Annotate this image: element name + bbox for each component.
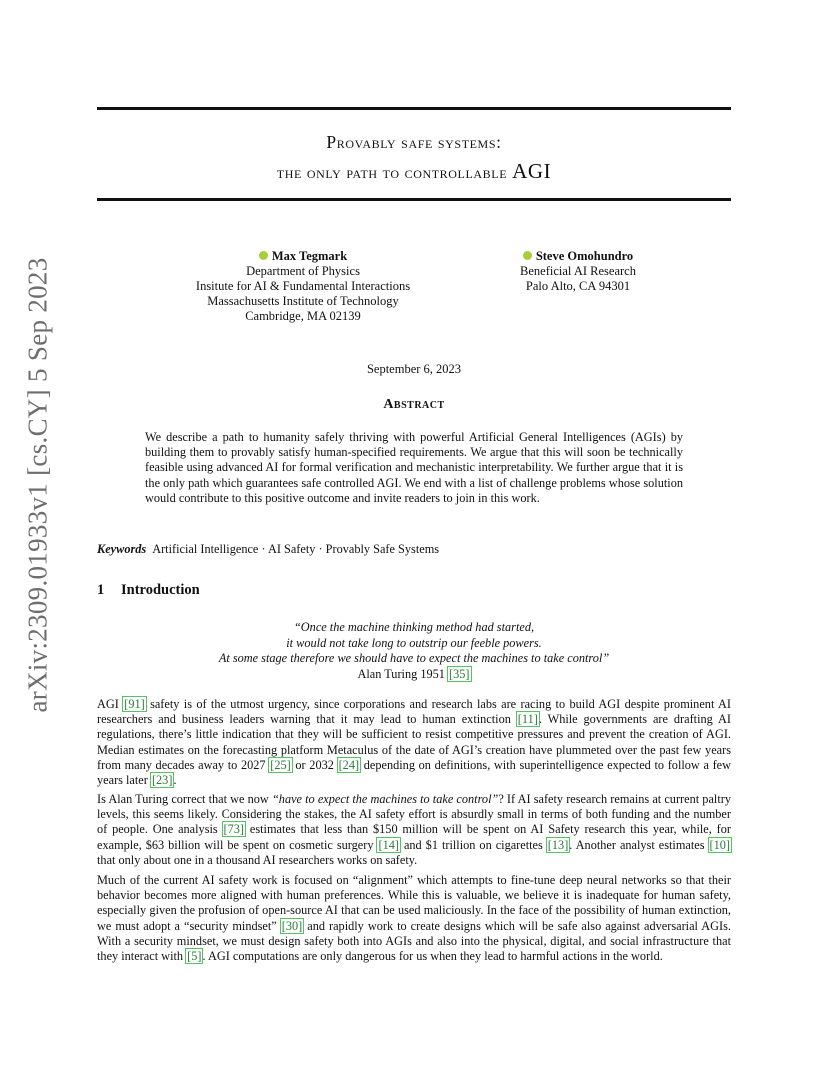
- author-block-omohundro: [494, 249, 662, 294]
- quote-attribution-text: Alan Turing 1951: [357, 666, 449, 681]
- orcid-icon[interactable]: [523, 251, 532, 260]
- paragraph-text: or 2032: [291, 757, 338, 772]
- publication-date: September 6, 2023: [366, 362, 462, 376]
- orcid-icon[interactable]: [259, 251, 268, 260]
- epigraph-quote: [97, 620, 731, 682]
- citation-link[interactable]: [13]: [547, 837, 569, 852]
- abstract-heading: Abstract: [383, 397, 445, 412]
- paragraph-text: . While governments are drafting AI regulations, there’s little indication that they will be sufficient to resist competitive pressures and prevent the creation of AGI. Median estimates on the forecasting platform Metaculus of the date of AGI’s creation have plummeted over the past few years from many decades away to 2027: [97, 712, 731, 772]
- paragraph-text: estimates that less than $150 million will be spent on AI Safety research this year, while, for example, $63 billion will be spent on cosmetic surgery: [97, 822, 731, 852]
- paragraph-text: .: [173, 773, 177, 788]
- title-line-2: [97, 157, 731, 187]
- paragraph-text: and rapidly work to create designs which will be safe also against adversarial AGIs. With a security mindset, we must design safety both into AGIs and also into the physical, digital, and social infrastructure that they interact with: [97, 918, 731, 964]
- citation-link[interactable]: [24]: [338, 757, 360, 772]
- title-agi: AGI: [512, 159, 552, 183]
- paragraph-text: Is Alan Turing correct that we now: [97, 792, 272, 806]
- paragraph-text: ? If AI safety research remains at current paltry levels, this seems likely. Considering the stakes, the AI safety effort is absurdly small in terms of both funding and the number of people. One analysis: [97, 792, 731, 837]
- citation-link[interactable]: [25]: [270, 757, 291, 772]
- citation-link[interactable]: [11]: [517, 712, 538, 727]
- quote-line: it would not take long to outstrip our feeble powers.: [286, 635, 542, 650]
- author-name: Max Tegmark: [271, 249, 348, 263]
- paragraph-text: that only about one in a thousand AI researchers works on safety.: [97, 852, 418, 867]
- citation-link[interactable]: [5]: [187, 949, 202, 964]
- author-affiliation: Insitute for AI & Fundamental Interactions: [195, 279, 411, 293]
- title-line-2-text: the only path to controllable: [276, 162, 513, 182]
- citation-link[interactable]: [91]: [124, 697, 145, 711]
- citation-link[interactable]: [14]: [378, 837, 399, 852]
- section-heading-introduction: [97, 582, 731, 599]
- author-name: Steve Omohundro: [535, 249, 634, 263]
- title-rule-top: [97, 107, 731, 110]
- keywords-text: Artificial Intelligence · AI Safety · Provably Safe Systems: [152, 542, 440, 556]
- keywords-label: Keywords: [97, 542, 147, 556]
- paragraph-text: Much of the current AI safety work is focused on “alignment” which attempts to fine-tune deep neural networks so that their behavior becomes more aligned with human preferences. While this is valuable, we believe it is inadequate for human safety, especially given the profusion of open-source AI that can be used maliciously. In the face of the possibility of human extinction, we must adopt a “security mindset”: [97, 873, 731, 933]
- paragraph-text: safety is of the utmost urgency, since corporations and research labs are racing to build AGI despite prominent AI researchers and business leaders warning that it may lead to human extinction: [97, 697, 732, 727]
- intro-paragraph-3: [97, 873, 731, 964]
- citation-link[interactable]: [30]: [281, 918, 303, 933]
- arxiv-identifier-stamp: arXiv:2309.01933v1 [cs.CY] 5 Sep 2023: [22, 257, 53, 713]
- section-number: 1: [97, 582, 105, 598]
- paragraph-emphasis: “have to expect the machines to take control”: [271, 792, 499, 806]
- author-affiliation: Department of Physics: [246, 264, 360, 278]
- keywords-line: [97, 542, 731, 557]
- citation-link[interactable]: [73]: [223, 822, 245, 837]
- paragraph-text: . AGI computations are only dangerous for us when they lead to harmful actions in the world.: [202, 949, 663, 964]
- author-affiliation: Cambridge, MA 02139: [245, 309, 361, 323]
- quote-line: “Once the machine thinking method had started,: [293, 620, 535, 634]
- author-affiliation: Massachusetts Institute of Technology: [207, 294, 399, 308]
- paragraph-text: depending on definitions, with superintelligence expected to follow a few years later: [97, 757, 732, 788]
- paragraph-text: AGI: [97, 697, 124, 711]
- citation-link[interactable]: [23]: [151, 773, 173, 788]
- quote-line: At some stage therefore we should have to expect the machines to take control”: [218, 651, 610, 665]
- title-line-1: Provably safe systems:: [326, 132, 502, 152]
- paper-title: [97, 128, 731, 187]
- intro-paragraph-1: [97, 697, 731, 788]
- paragraph-text: . Another analyst estimates: [569, 837, 709, 852]
- abstract-text: We describe a path to humanity safely thriving with powerful Artificial General Intelligences (AGIs) by building them to provably satisfy human-specified requirements. We argue that this will soon be technically feasible using advanced AI for formal verification and mechanistic interpretability. We further argue that it is the only path which guarantees safe controlled AGI. We end with a list of challenge problems whose solution would contribute to this positive outcome and invite readers to join in this work.: [145, 430, 683, 505]
- paragraph-text: and $1 trillion on cigarettes: [399, 837, 547, 852]
- section-title: Introduction: [121, 582, 200, 598]
- intro-paragraph-2: [97, 792, 731, 868]
- citation-link[interactable]: [35]: [449, 666, 470, 681]
- author-affiliation: Palo Alto, CA 94301: [525, 279, 631, 293]
- quote-attribution: [97, 667, 731, 683]
- author-block-tegmark: [172, 249, 434, 324]
- author-affiliation: Beneficial AI Research: [520, 264, 636, 278]
- citation-link[interactable]: [10]: [709, 837, 730, 852]
- title-rule-bottom: [97, 198, 731, 201]
